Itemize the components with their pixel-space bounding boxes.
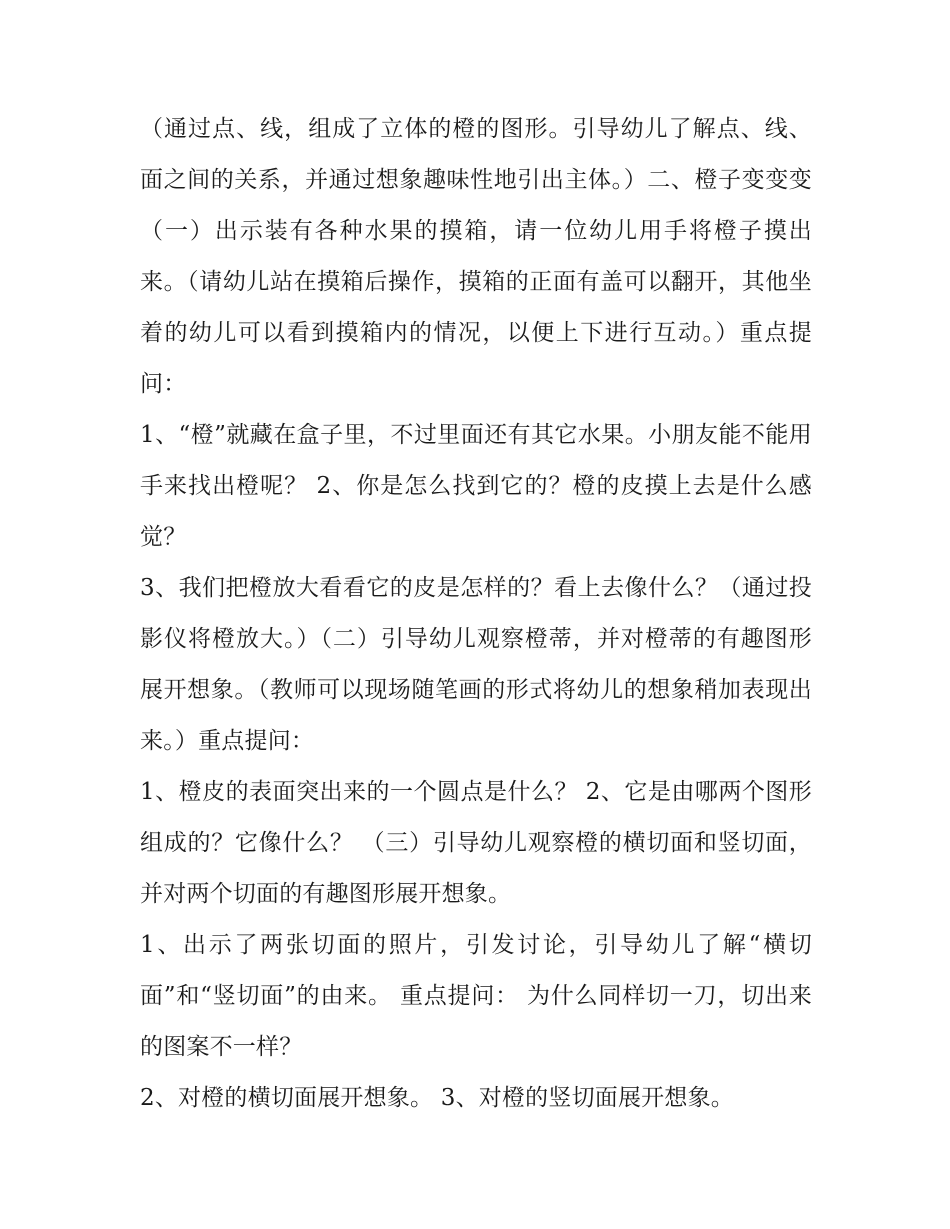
paragraph-3: 3、我们把橙放大看看它的皮是怎样的？看上去像什么？（通过投影仪将橙放大。）（二）引导幼儿观察橙蒂，并对橙蒂的有趣图形展开想象。（教师可以现场随笔画的形式将幼儿的想象稍加表现出来。）重点提问：: [140, 575, 812, 754]
paragraph-4: 1、橙皮的表面突出来的一个圆点是什么？ 2、它是由哪两个图形组成的？它像什么？ （三）引导幼儿观察橙的横切面和竖切面，并对两个切面的有趣图形展开想象。: [140, 779, 812, 907]
paragraph-2: 1、“橙”就藏在盒子里，不过里面还有其它水果。小朋友能不能用手来找出橙呢？ 2、你是怎么找到它的？橙的皮摸上去是什么感觉？: [140, 422, 812, 550]
paragraph-5: 1、出示了两张切面的照片，引发讨论，引导幼儿了解“横切面”和“竖切面”的由来。 重点提问： 为什么同样切一刀，切出来的图案不一样？: [140, 932, 812, 1060]
paragraph-1: （通过点、线，组成了立体的橙的图形。引导幼儿了解点、线、面之间的关系，并通过想象趣味性地引出主体。）二、橙子变变变（一）出示装有各种水果的摸箱，请一位幼儿用手将橙子摸出来。（请幼儿站在摸箱后操作，摸箱的正面有盖可以翻开，其他坐着的幼儿可以看到摸箱内的情况，以便上下进行互动。）重点提问：: [140, 116, 812, 397]
document-body: [140, 104, 812, 1124]
paragraph-6: 2、对橙的横切面展开想象。 3、对橙的竖切面展开想象。: [140, 1085, 734, 1111]
